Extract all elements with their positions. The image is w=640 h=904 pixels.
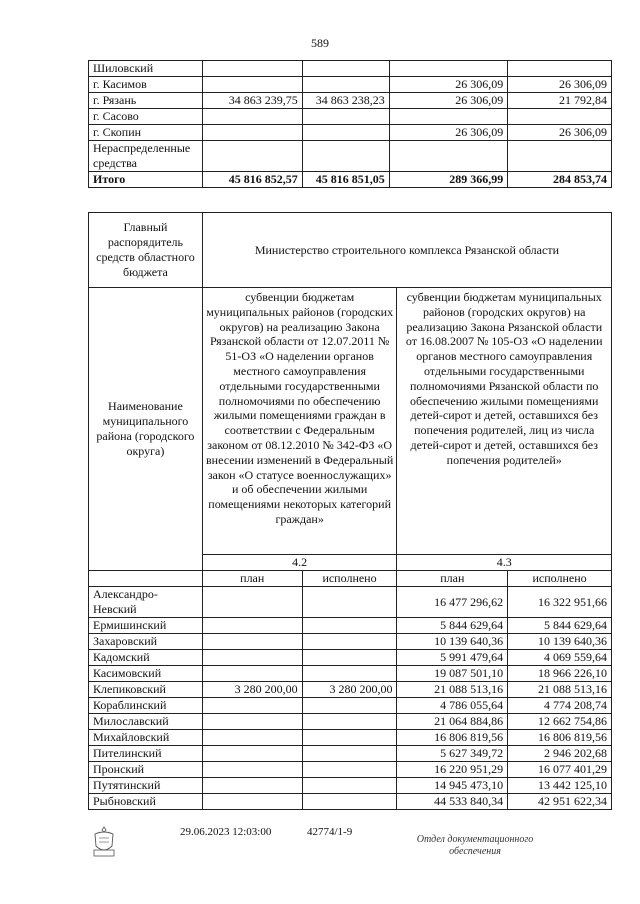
table-row [89, 634, 612, 650]
table-row [89, 666, 612, 682]
coat-of-arms-icon [91, 826, 117, 858]
total-amount: 289 366,99 [389, 172, 508, 188]
amount-cell: 18 966 226,10 [508, 666, 612, 682]
summary-table [88, 60, 612, 188]
amount-cell [508, 61, 612, 77]
amount-cell [302, 794, 397, 810]
table-row [89, 698, 612, 714]
amount-cell [202, 77, 302, 93]
amount-cell: 3 280 200,00 [202, 682, 302, 698]
amount-cell: 26 306,09 [389, 77, 508, 93]
district-name: г. Рязань [89, 93, 203, 109]
table-row [89, 109, 612, 125]
total-row [89, 172, 612, 188]
amount-cell: 10 139 640,36 [508, 634, 612, 650]
district-name: г. Скопин [89, 125, 203, 141]
table-row [89, 682, 612, 698]
subventions-table [88, 212, 612, 810]
district-name: Захаровский [89, 634, 203, 650]
amount-cell [302, 587, 397, 618]
amount-cell [202, 125, 302, 141]
amount-cell [202, 714, 302, 730]
district-name: Кадомский [89, 650, 203, 666]
table-row [89, 77, 612, 93]
amount-cell [302, 762, 397, 778]
column-code-4-2: 4.2 [202, 555, 397, 571]
amount-cell [302, 650, 397, 666]
district-name: Путятинский [89, 778, 203, 794]
amount-cell: 21 088 513,16 [397, 682, 508, 698]
amount-cell: 16 806 819,56 [397, 730, 508, 746]
district-name: Кораблинский [89, 698, 203, 714]
amount-cell: 42 951 622,34 [508, 794, 612, 810]
table-row [89, 762, 612, 778]
amount-cell: 10 139 640,36 [397, 634, 508, 650]
footer-datetime: 29.06.2023 12:03:00 [180, 826, 272, 838]
amount-cell [302, 714, 397, 730]
district-name: Ермишинский [89, 618, 203, 634]
amount-cell: 26 306,09 [508, 77, 612, 93]
amount-cell [202, 730, 302, 746]
table-row [89, 125, 612, 141]
amount-cell [302, 61, 389, 77]
empty-header-cell [89, 571, 203, 587]
amount-cell: 13 442 125,10 [508, 778, 612, 794]
column-code-4-3: 4.3 [397, 555, 612, 571]
amount-cell [202, 634, 302, 650]
district-name: Клепиковский [89, 682, 203, 698]
amount-cell: 16 477 296,62 [397, 587, 508, 618]
amount-cell: 14 945 473,10 [397, 778, 508, 794]
amount-cell [202, 109, 302, 125]
amount-cell [202, 794, 302, 810]
amount-cell [202, 587, 302, 618]
table-row [89, 61, 612, 77]
total-amount: 284 853,74 [508, 172, 612, 188]
amount-cell: 3 280 200,00 [302, 682, 397, 698]
amount-cell: 2 946 202,68 [508, 746, 612, 762]
amount-cell [389, 141, 508, 172]
amount-cell [302, 141, 389, 172]
district-name: Пронский [89, 762, 203, 778]
district-name: г. Касимов [89, 77, 203, 93]
amount-cell [202, 762, 302, 778]
amount-cell: 5 991 479,64 [397, 650, 508, 666]
amount-cell [202, 618, 302, 634]
amount-cell [302, 634, 397, 650]
amount-cell [302, 77, 389, 93]
total-amount: 45 816 851,05 [302, 172, 389, 188]
amount-cell [302, 125, 389, 141]
amount-cell [302, 778, 397, 794]
table-row [89, 778, 612, 794]
table-row [89, 746, 612, 762]
total-amount: 45 816 852,57 [202, 172, 302, 188]
amount-cell [302, 698, 397, 714]
column-4-2-description: субвенции бюджетам муниципальных районов (городских округов) на реализацию Закона Рязанской области от 12.07.2011 № 51-ОЗ «О наделении органов местного самоуправления отдельными государственными полномочиями по обеспечению жилыми помещениями граждан в соответствии с Федеральным законом от 08.12.2010 № 342-ФЗ «О внесении изменений в Федеральный закон «О статусе военнослужащих» и об обеспечении жилыми помещениями некоторых категорий граждан» [202, 288, 397, 555]
plan-header: план [397, 571, 508, 587]
header-district: Наименование муниципального района (городского округа) [89, 288, 203, 571]
table-row [89, 618, 612, 634]
amount-cell: 16 220 951,29 [397, 762, 508, 778]
amount-cell [508, 109, 612, 125]
amount-cell: 21 088 513,16 [508, 682, 612, 698]
amount-cell [202, 666, 302, 682]
amount-cell [302, 109, 389, 125]
amount-cell [202, 141, 302, 172]
amount-cell [302, 730, 397, 746]
amount-cell: 26 306,09 [389, 93, 508, 109]
table-row [89, 141, 612, 172]
table-row [89, 650, 612, 666]
done-header: исполнено [302, 571, 397, 587]
table-row [89, 730, 612, 746]
amount-cell: 16 806 819,56 [508, 730, 612, 746]
district-name: Касимовский [89, 666, 203, 682]
amount-cell: 21 792,84 [508, 93, 612, 109]
amount-cell [302, 746, 397, 762]
amount-cell [302, 666, 397, 682]
district-name: г. Сасово [89, 109, 203, 125]
district-name: Михайловский [89, 730, 203, 746]
amount-cell [202, 778, 302, 794]
amount-cell: 5 844 629,64 [508, 618, 612, 634]
district-name: Нераспределенные средства [89, 141, 203, 172]
column-4-3-description: субвенции бюджетам муниципальных районов (городских округов) на реализацию Закона Рязанской области от 16.08.2007 № 105-ОЗ «О наделении органов местного самоуправления отдельными государственными полномочиями Рязанской области по обеспечению жилыми помещениями детей-сирот и детей, оставшихся без попечения родителей, лиц из числа детей-сирот и детей, оставшихся без попечения родителей» [397, 288, 612, 555]
plan-header: план [202, 571, 302, 587]
amount-cell: 5 627 349,72 [397, 746, 508, 762]
ministry-name: Министерство строительного комплекса Рязанской области [202, 213, 611, 288]
amount-cell [508, 141, 612, 172]
amount-cell: 16 077 401,29 [508, 762, 612, 778]
amount-cell [202, 61, 302, 77]
amount-cell: 34 863 239,75 [202, 93, 302, 109]
table-row [89, 794, 612, 810]
footer-doc-id: 42774/1-9 [307, 826, 353, 838]
district-name: Шиловский [89, 61, 203, 77]
footer-department: Отдел документационного обеспечения [416, 834, 534, 857]
amount-cell [389, 61, 508, 77]
header-chief: Главный распорядитель средств областного бюджета [89, 213, 203, 288]
amount-cell: 26 306,09 [389, 125, 508, 141]
district-name: Пителинский [89, 746, 203, 762]
amount-cell: 19 087 501,10 [397, 666, 508, 682]
amount-cell [202, 746, 302, 762]
amount-cell: 4 786 055,64 [397, 698, 508, 714]
amount-cell: 16 322 951,66 [508, 587, 612, 618]
amount-cell: 44 533 840,34 [397, 794, 508, 810]
amount-cell [302, 618, 397, 634]
amount-cell: 12 662 754,86 [508, 714, 612, 730]
done-header: исполнено [508, 571, 612, 587]
district-name: Александро-Невский [89, 587, 203, 618]
district-name: Милославский [89, 714, 203, 730]
amount-cell: 4 069 559,64 [508, 650, 612, 666]
total-label: Итого [89, 172, 203, 188]
amount-cell [202, 650, 302, 666]
table-row [89, 587, 612, 618]
amount-cell: 5 844 629,64 [397, 618, 508, 634]
amount-cell [389, 109, 508, 125]
table-row [89, 93, 612, 109]
amount-cell: 26 306,09 [508, 125, 612, 141]
page-number: 589 [311, 36, 329, 50]
amount-cell: 4 774 208,74 [508, 698, 612, 714]
amount-cell: 21 064 884,86 [397, 714, 508, 730]
district-name: Рыбновский [89, 794, 203, 810]
amount-cell [202, 698, 302, 714]
table-row [89, 714, 612, 730]
amount-cell: 34 863 238,23 [302, 93, 389, 109]
